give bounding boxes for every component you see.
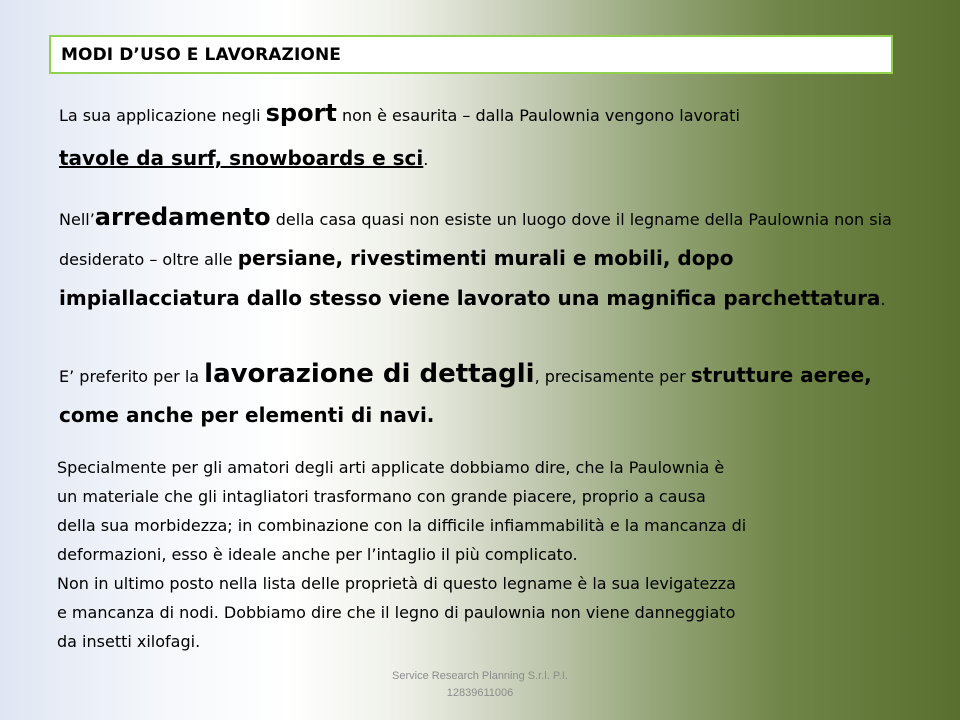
paragraph-sport (59, 92, 899, 181)
slide-title-box (49, 35, 893, 74)
paragraph-dettagli (59, 355, 909, 436)
paragraph-intaglio (57, 453, 907, 656)
footer-line-2: 12839611006 (446, 687, 514, 699)
p2-text-3: . (880, 290, 886, 309)
p2-bold-arredamento: arredamento (94, 203, 271, 231)
p4-line-3: della sua morbidezza; in combinazione con la difficile infiammabilità e la mancanza di (57, 516, 747, 535)
footer-line-1: Service Research Planning S.r.l. P.I. (392, 670, 568, 682)
p2-text-1: Nell’ (59, 210, 95, 229)
p4-line-4: deformazioni, esso è ideale anche per l’intaglio il più complicato. (57, 545, 578, 564)
p1-bold-sport: sport (265, 99, 337, 127)
p3-text-1: E’ preferito per la (59, 367, 205, 386)
slide-title: MODI D’USO E LAVORAZIONE (61, 44, 341, 65)
p3-text-2: , precisamente per (534, 367, 691, 386)
p1-text-3: . (423, 150, 429, 169)
p3-bold-structures: strutture aeree, come anche per elementi di navi. (59, 363, 872, 427)
p2-text-2: della casa quasi non esiste un luogo dove il legname della Paulownia non sia desiderato – oltre alle (59, 210, 892, 269)
p4-line-6: e mancanza di nodi. Dobbiamo dire che il legno di paulownia non viene danneggiato (57, 603, 736, 622)
p1-text-1: La sua applicazione negli (59, 106, 266, 125)
p1-underlined-products: tavole da surf, snowboards e sci (59, 146, 424, 170)
p4-line-2: un materiale che gli intagliatori trasformano con grande piacere, proprio a causa (57, 487, 706, 506)
p2-bold-products: persiane, rivestimenti murali e mobili, dopo impiallacciatura dallo stesso viene lavorato una magnifica parchettatura (59, 246, 881, 310)
footer (330, 668, 630, 702)
paragraph-arredamento (59, 198, 909, 319)
p1-text-2: non è esaurita – dalla Paulownia vengono lavorati (336, 106, 740, 125)
p3-bold-dettagli: lavorazione di dettagli (204, 359, 535, 389)
p4-line-1: Specialmente per gli amatori degli arti applicate dobbiamo dire, che la Paulownia è (57, 458, 725, 477)
p4-line-7: da insetti xilofagi. (57, 632, 201, 651)
p4-line-5: Non in ultimo posto nella lista delle proprietà di questo legname è la sua levigatezza (57, 574, 736, 593)
